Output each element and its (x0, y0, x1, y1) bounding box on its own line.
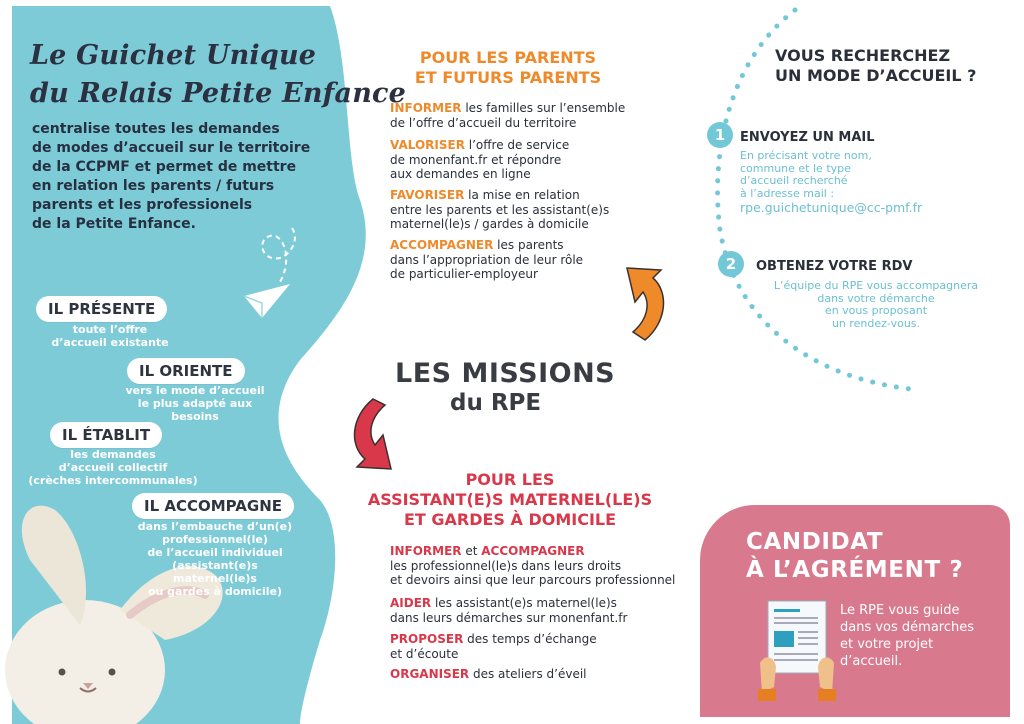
candidat-heading-line: À L’AGRÉMENT ? (746, 557, 964, 583)
search-heading (775, 46, 976, 86)
task-keyword: VALORISER (390, 138, 465, 152)
task-text: dans l’appropriation de leur rôle (390, 252, 584, 267)
task-text: l’offre de service (464, 138, 570, 152)
role-oriente-badge: IL ORIENTE (127, 358, 245, 384)
intro-line: de la CCPMF et permet de mettre (32, 159, 297, 175)
role-desc-line: dans l’embauche d’un(e) (137, 520, 293, 533)
candidat-text-line: Le RPE vous guide (840, 603, 960, 618)
task-text: de particulier-employeur (390, 267, 538, 281)
step-text-line: en vous proposant (824, 304, 928, 317)
task-text: maternel(le)s / gardes à domicile (390, 217, 589, 231)
parents-heading-line: ET FUTURS PARENTS (414, 68, 602, 87)
step-2-title: OBTENEZ VOTRE RDV (756, 259, 913, 274)
task-text: et devoirs ainsi que leur parcours professionnel (390, 573, 676, 587)
role-presente-desc (40, 323, 180, 349)
step-2-number-icon: 2 (718, 251, 744, 277)
role-oriente-desc (115, 384, 275, 423)
role-accompagne-desc (130, 520, 300, 598)
step-2-text (756, 280, 996, 330)
intro-line: parents et les professionels (32, 197, 253, 213)
missions-subtitle: du RPE (450, 390, 542, 416)
role-desc-line: ou gardes à domicile) (147, 585, 283, 598)
step-text-line: d’accueil recherché (740, 174, 848, 187)
role-desc-line: le plus adapté aux besoins (137, 397, 253, 423)
missions-title: LES MISSIONS (395, 358, 616, 389)
assistants-task-organiser (390, 667, 587, 682)
intro-text (32, 120, 332, 234)
role-desc-line: (assistant(e)s maternel(le)s (172, 559, 258, 585)
task-text: des ateliers d’éveil (469, 667, 587, 681)
role-desc-line: toute l’offre (72, 323, 148, 336)
task-keyword: AIDER (390, 596, 432, 610)
task-keyword: FAVORISER (390, 188, 465, 202)
task-text: dans leurs démarches sur monenfant.fr (390, 610, 628, 625)
intro-line: de la Petite Enfance. (32, 216, 196, 232)
step-1-text (740, 150, 872, 200)
step-text-line: un rendez-vous. (831, 316, 921, 330)
assistants-task-proposer (390, 632, 597, 661)
task-keyword: ACCOMPAGNER (390, 238, 494, 252)
task-text: des temps d’échange (463, 632, 597, 646)
task-text: la mise en relation (464, 188, 580, 202)
task-text: les professionnel(le)s dans leurs droits (390, 558, 622, 573)
assistants-heading (340, 470, 680, 530)
intro-line: de modes d’accueil sur le territoire (32, 140, 311, 156)
candidat-text-line: d’accueil. (840, 654, 903, 669)
role-desc-line: (crèches intercommunales) (28, 474, 198, 487)
role-desc-line: de l’accueil individuel (147, 546, 283, 559)
candidat-heading (746, 528, 963, 584)
assistants-task-informer (390, 544, 675, 588)
assistants-heading-line: ASSISTANT(E)S MATERNEL(LE)S (367, 490, 653, 509)
step-1-title: ENVOYEZ UN MAIL (740, 130, 875, 145)
intro-line: en relation les parents / futurs (32, 178, 275, 194)
assistants-task-aider (390, 596, 627, 625)
task-text: les parents (493, 238, 564, 252)
task-keyword: INFORMER (390, 544, 462, 558)
task-text: entre les parents et les assistant(e)s (390, 202, 610, 217)
assistants-heading-line: ET GARDES À DOMICILE (403, 510, 617, 529)
step-text-line: commune et le type (740, 161, 851, 175)
guichet-title-line2: du Relais Petite Enfance (30, 78, 407, 109)
parents-heading (398, 48, 618, 88)
role-etablit-badge: IL ÉTABLIT (50, 422, 162, 448)
parents-heading-line: POUR LES PARENTS (419, 48, 597, 67)
step-text-line: En précisant votre nom, (740, 149, 872, 162)
role-desc-line: d’accueil existante (51, 336, 169, 349)
candidat-text-line: dans vos démarches (840, 620, 975, 635)
parents-task-accompagner (390, 238, 583, 282)
step-text-line: L’équipe du RPE vous accompagnera (773, 279, 979, 292)
role-etablit-desc (28, 448, 198, 487)
intro-line: centralise toutes les demandes (32, 121, 280, 137)
parents-task-valoriser (390, 138, 569, 182)
document-in-hands-icon (758, 597, 838, 701)
task-keyword: ACCOMPAGNER (481, 544, 585, 558)
role-presente-badge: IL PRÉSENTE (36, 296, 167, 322)
task-text: et (461, 544, 482, 558)
step-text-line: à l’adresse mail : (740, 186, 835, 200)
candidat-text (840, 602, 974, 670)
role-accompagne-badge: IL ACCOMPAGNE (132, 493, 294, 519)
email-address-link[interactable]: rpe.guichetunique@cc-pmf.fr (740, 200, 923, 215)
role-desc-line: professionnel(le) (162, 533, 268, 546)
parents-task-informer (390, 101, 625, 130)
assistants-heading-line: POUR LES (465, 470, 555, 489)
guichet-title-line1: Le Guichet Unique (30, 40, 317, 71)
step-text-line: dans votre démarche (817, 291, 935, 305)
red-curved-arrow-icon (343, 395, 413, 475)
candidat-heading-line: CANDIDAT (746, 529, 884, 555)
parents-task-favoriser (390, 188, 609, 232)
role-desc-line: vers le mode d’accueil (125, 384, 265, 397)
task-text: de monenfant.fr et répondre (390, 152, 562, 167)
role-desc-line: les demandes (70, 448, 156, 461)
search-heading-line: VOUS RECHERCHEZ (775, 46, 951, 65)
task-text: de l’offre d’accueil du territoire (390, 115, 577, 130)
task-text: et d’écoute (390, 646, 459, 661)
candidat-text-line: et votre projet (840, 637, 934, 652)
task-text: les familles sur l’ensemble (461, 101, 626, 115)
task-keyword: INFORMER (390, 101, 462, 115)
task-text: les assistant(e)s maternel(le)s (431, 596, 617, 610)
task-text: aux demandes en ligne (390, 167, 531, 181)
role-desc-line: d’accueil collectif (58, 461, 168, 474)
task-keyword: PROPOSER (390, 632, 464, 646)
orange-curved-arrow-icon (605, 262, 675, 342)
search-heading-line: UN MODE D’ACCUEIL ? (775, 66, 977, 85)
step-1-number-icon: 1 (707, 122, 733, 148)
task-keyword: ORGANISER (390, 667, 470, 681)
